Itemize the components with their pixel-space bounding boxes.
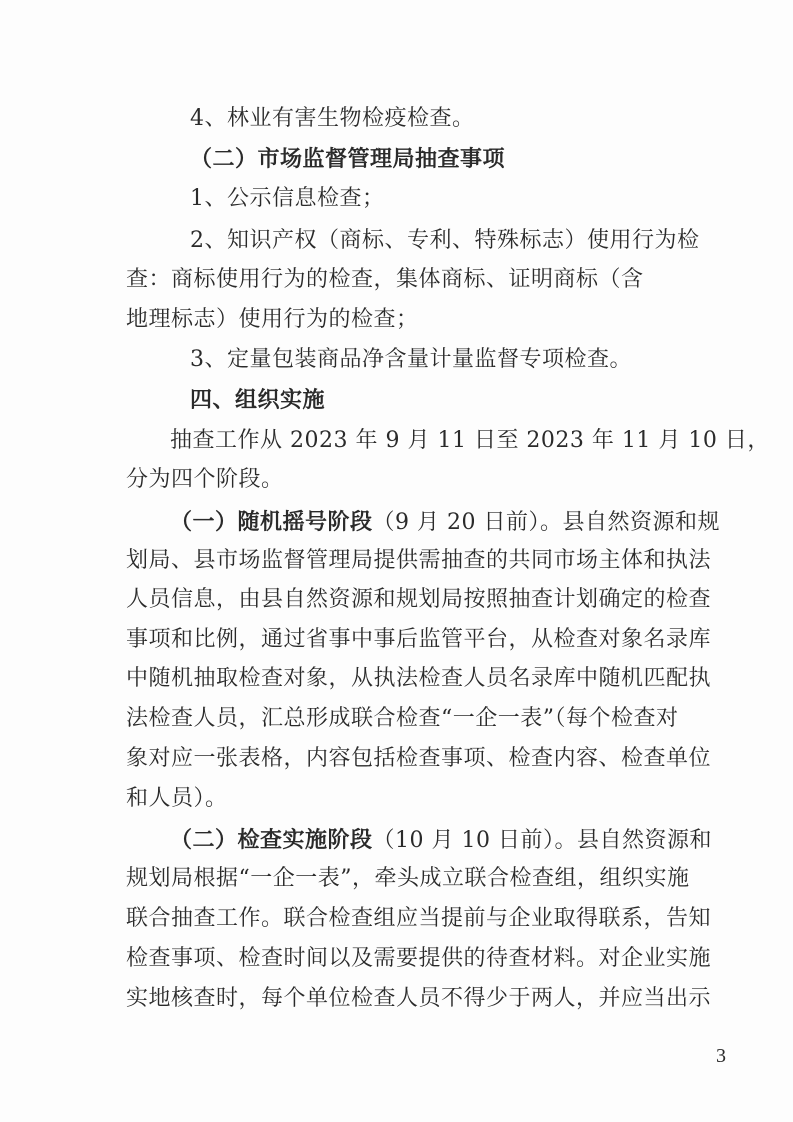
stage-two-line-1 [170,825,712,856]
list-item-ip-line-1: 2、知识产权（商标、专利、特殊标志）使用行为检 [190,228,700,253]
stage-one-line-1 [170,507,720,538]
section-heading-implementation: 四、组织实施 [190,387,326,413]
stage-one-line-6: 法检查人员，汇总形成联合检查“一企一表”（每个检查对 [126,706,679,731]
stage-one-intro: （9 月 20 日前）。县自然资源和规 [372,510,720,535]
stage-two-line-2: 规划局根据“一企一表”，牵头成立联合检查组，组织实施 [126,866,690,891]
stage-one-line-2: 划局、县市场监督管理局提供需抽查的共同市场主体和执法 [126,548,712,573]
page-number: 3 [716,1045,726,1067]
list-item-forestry-quarantine: 4、林业有害生物检疫检查。 [190,106,475,131]
stage-two-intro: （10 月 10 日前）。县自然资源和 [372,828,712,853]
paragraph-schedule-line-2: 分为四个阶段。 [126,467,284,492]
stage-one-title: （一）随机摇号阶段 [170,509,373,535]
stage-two-title: （二）检查实施阶段 [170,827,373,853]
list-item-public-info: 1、公示信息检查； [190,186,385,211]
list-item-packaged-goods: 3、定量包装商品净含量计量监督专项检查。 [190,347,632,372]
section-heading-market-supervision: （二）市场监督管理局抽查事项 [190,146,506,172]
stage-one-line-4: 事项和比例，通过省事中事后监管平台，从检查对象名录库 [126,627,712,652]
stage-two-line-4: 检查事项、检查时间以及需要提供的待查材料。对企业实施 [126,946,712,971]
stage-two-line-3: 联合抽查工作。联合检查组应当提前与企业取得联系，告知 [126,906,712,931]
stage-one-line-8: 和人员）。 [126,786,228,811]
stage-one-line-5: 中随机抽取检查对象，从执法检查人员名录库中随机匹配执 [126,666,712,691]
stage-one-line-7: 象对应一张表格，内容包括检查事项、检查内容、检查单位 [126,746,712,771]
stage-one-line-3: 人员信息，由县自然资源和规划局按照抽查计划确定的检查 [126,587,712,612]
paragraph-schedule-line-1: 抽查工作从 2023 年 9 月 11 日至 2023 年 11 月 10 日， [170,428,770,453]
list-item-ip-line-3: 地理标志）使用行为的检查； [126,307,419,332]
stage-two-line-5: 实地核查时，每个单位检查人员不得少于两人，并应当出示 [126,986,712,1011]
list-item-ip-line-2: 查：商标使用行为的检查，集体商标、证明商标（含 [126,267,644,292]
